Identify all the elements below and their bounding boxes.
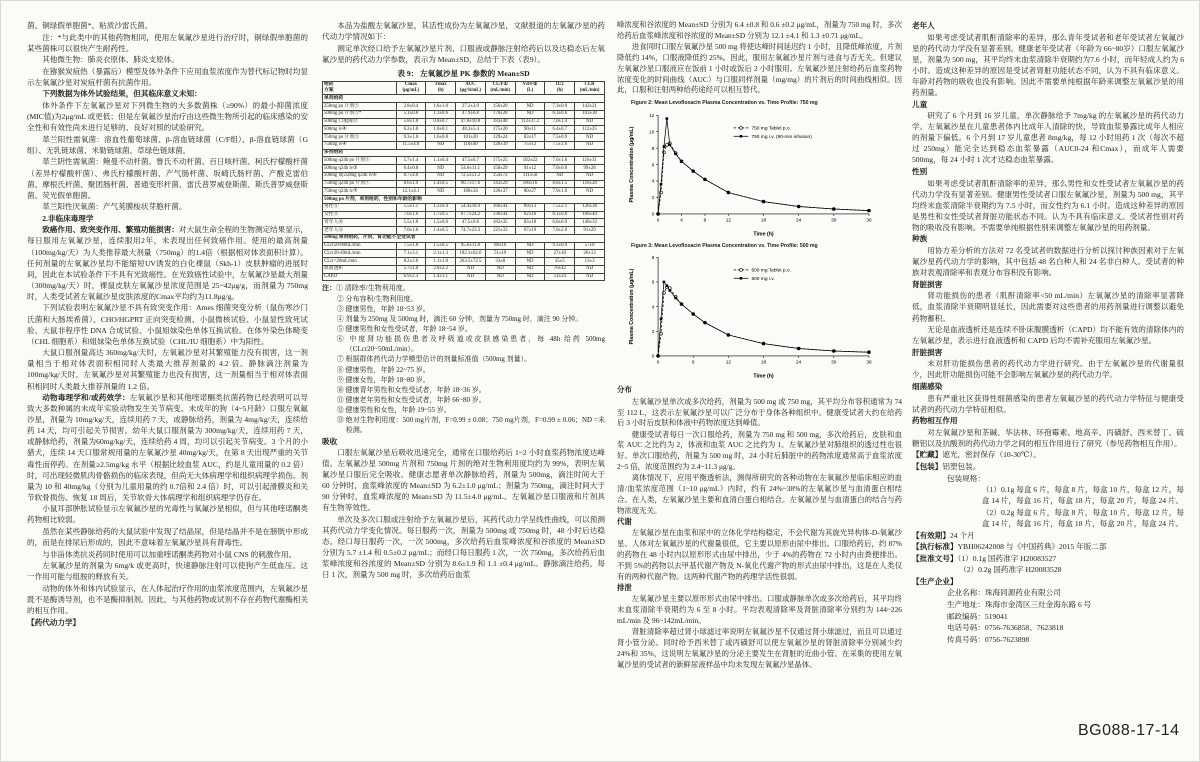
footnote: ⑦ 根据群体药代动力学模型估计的剂量标准值（500mg 剂量）。 [336, 355, 532, 364]
footnote: ⑤ 健康男性和女性受试者，年龄 18~54 岁。 [336, 324, 472, 333]
paragraph: 【贮藏】遮光，密封保存（10-30℃）。 [912, 450, 1041, 460]
svg-text:4: 4 [651, 305, 655, 311]
paragraph [27, 156, 308, 200]
table-row: CLcr20-49mL/min 7.1±3.1 2.1±1.3 182.1±62.6 51±19 ND 27±10 26±13 [323, 250, 605, 258]
document-code: BG088-17-14 [1078, 722, 1180, 739]
footnote: ⑬ 绝对生物利用度：500 mg片剂，F=0.99 ± 0.08；750 mg片剂，F=0.99 ± 0.06；ND =未检测。 [336, 416, 605, 435]
paragraph: 患有严重社区获得性细菌感染的患者左氧氟沙星的药代动力学特征与健康受试者的药代动力学特征相似。 [912, 393, 1184, 414]
paragraph-text: 左氧氟沙星的剂量为 6mg/k 或更高时，快速静脉注射可以使狗产生低血压。这一作用可能与组胺的释放有关。 [27, 561, 308, 582]
bracket-tag: 【执行标准】 [912, 542, 958, 552]
footnote: ⑪ 健康老年男性和女性受试者，年龄 66~80 岁。 [336, 395, 486, 404]
table-row: 500mg q24h po 片剂③ 5.7±1.4 1.1±0.4 47.5±6.7 175±25 102±22 7.6±1.6 116±31 [323, 157, 605, 165]
svg-text:36: 36 [866, 218, 872, 224]
svg-text:500 mg i.v.: 500 mg i.v. [751, 277, 775, 283]
paragraph: 进食同时口服左氧氟沙星 500 mg 将使达峰时间延迟约 1 小时，且降低峰浓度，片剂降低约 14%，口服液降低约 25%。因此，服用左氧氟沙星片剂与进食与否无关。但建议左氧氟沙星口服液应在饭前 1 小时或饭后 2 小时服用。左氧氟沙星注射给药后血浆药物浓度变化的时间曲线（AUC）与口服同样剂量（mg/mg）的片剂后的时间曲线相似。因此，口服和注射两种给药途经可以相互替代。 [617, 42, 902, 95]
paragraph: 左氧氟沙星主要以原形形式由尿中排出。口服或静脉单次或多次给药后，其平均终末血浆清除半衰期约为 6 至 8 小时。平均表观清除率及肾脏清除率分别约为 144~226 mL/min 及 96~142mL/min。 [617, 594, 902, 625]
paragraph-text: 革兰阳性需氧菌：溶血性葡萄球菌、β-溶血链球菌（C/F组）、β-溶血链球菌（G组）、无乳链球菌、米勒链球菌、草绿色链球菌。 [27, 134, 308, 155]
table-9-title: 表 9： 左氧氟沙星 PK 参数的 Mean±SD [397, 68, 530, 78]
paragraph: 肝脏损害 [912, 347, 943, 357]
absorption-continued [617, 20, 902, 96]
paragraph: 未对肝功能损伤患者的药代动力学进行研究。由于左氧氟沙星的代谢量很少，因此肝功能损伤可能不会影响左氧氟沙星的药代动力学。 [912, 359, 1184, 380]
bracket-tag: 【有效期】 [912, 530, 950, 540]
svg-text:750 mg i.v. (90-min infusion): 750 mg i.v. (90-min infusion) [751, 134, 812, 140]
svg-text:Plasma Concentration (μg/mL): Plasma Concentration (μg/mL) [628, 126, 635, 203]
paragraph [27, 560, 308, 582]
table-row: 500mg q24h iv③ 6.4±0.8 ND 54.6±11.1 158±29 91±12 7.0±0.8 99±28 [323, 165, 605, 173]
svg-text:8: 8 [651, 256, 655, 262]
paragraph: 如果考虑受试者肌酐清除率的差异，那么男性和女性受试者左氧氟沙星的药代动力学没有显著差别。健康男性受试者口服左氧氟沙星，剂量为 500 mg，其平均终末血浆清除半衰期约为 7.5 小时，而女性约为 6.1 小时。造成这种差异的原因是男性和女性受试者肾脏功能状态不同。认为不具有临床意义。受试者性别对药物的吸收没有影响。不需要单纯根据性别来调整左氧氟沙星的用药剂量。 [912, 178, 1184, 232]
svg-text:2: 2 [651, 330, 655, 336]
paragraph [27, 88, 308, 99]
table-row: 男性⑧ 5.5±1.1 1.2±0.4 54.4±18.9 166±44 89±13 7.5±2.1 126±38 [323, 203, 605, 211]
svg-text:30: 30 [831, 360, 837, 366]
svg-text:0: 0 [651, 354, 655, 360]
paragraph [27, 347, 308, 391]
figure-2 [625, 100, 883, 237]
paragraph [27, 134, 308, 156]
table-header-cell: Cmax (μg/mL) [396, 81, 426, 95]
paragraph [27, 549, 308, 560]
paragraph: 左氧氟沙星单次或多次给药，剂量为 500 mg 或 750 mg，其平均分布容积通常为 74 至 112 L，这表示左氧氟沙星可以广泛分布于身体各种组织中。健康受试者大约在给药后 3 小时后皮肤和体液中药物浓度达到峰值。 [617, 396, 902, 428]
table-row: CLcr<20mL/min 8.2±2.6 1.1±1.0 263.5±72.5 33±8 ND 35±5 13±3 [323, 258, 605, 266]
svg-text:30: 30 [831, 218, 837, 224]
paragraph-text: 2.非临床毒理学 [42, 213, 94, 223]
pk-intro [322, 20, 605, 65]
svg-text:36: 36 [866, 360, 872, 366]
table-row: CAPD 6.9±2.3 1.4±1.1 ND ND ND 51±24 ND [323, 273, 605, 281]
paragraph: 药物相互作用 [912, 416, 958, 426]
svg-text:24: 24 [796, 360, 802, 366]
table-row: 500mg 或250mg q24h iv⑥ 8.7±4.0 ND 72.5±51.2 154±72 111±58 ND ND [323, 172, 605, 180]
column-1 [27, 20, 308, 750]
figure-2-caption: Figure 2: Mean Levofloxacin Plasma Concentration vs. Time Profile: 750 mg [631, 100, 818, 107]
footnote: ② 分布容积/生物利用度。 [336, 294, 418, 303]
paragraph-lead: 动物毒理学和/或药效学： [42, 393, 130, 403]
paragraph-text: 动物的体外和体内试验显示，在人体起治疗作用的血浆浓度范围内，左氧氟沙星既不是酶诱导剂，也不是酶抑制剂。因此，与其他药物或试剂不存在药物代谢酶相关的相互作用。 [27, 583, 308, 616]
svg-text:24: 24 [796, 218, 802, 224]
paragraph [27, 100, 308, 133]
paragraph: 排泄 [617, 583, 632, 592]
table-row: 老年人⑪ 7.0±1.6 1.4±0.5 74.7±23.3 121±33 67±19 7.6±2.0 91±29 [323, 227, 605, 235]
column-2 [322, 20, 605, 750]
pk-table [322, 81, 605, 282]
paragraph: 【批准文号】（1）0.1g 国药准字 H20083527 [912, 553, 1057, 563]
paragraph [27, 617, 308, 628]
svg-text:Time (h): Time (h) [753, 231, 774, 237]
footnote: ⑥ 中度肾功能损伤患者及呼吸道或皮肤感染患者，每 48h 给药 500mg（CLcr20~50mL/min）。 [336, 335, 605, 354]
paragraph-text: 与非甾体类抗炎药同时使用可以加重喹诺酮类药物对小鼠 CNS 的刺激作用。 [42, 549, 297, 559]
paragraph [27, 213, 308, 224]
paragraph: 用协方差分析的方法对 72 名受试者的数据进行分析以探讨种族因素对于左氧氟沙星药代动力学的影响，其中包括 48 名白种人和 24 名非白种人。受试者的种族对表观清除率和表观分布容积没有影响。 [912, 246, 1184, 278]
paragraph-text: 大鼠口服剂量高达 360mg/kg/天时，左氧氟沙星对其繁殖能力没有损害，这一剂量相当于相对体表面积相同时人类最大推荐剂量的 4.2 倍。静脉滴注剂量为 100mg/kg/天时，左氧氟沙星对其繁殖能力也没有损害，这一剂量相当于相对体表面积相同时人类最大推荐剂量的 1.2 倍。 [27, 348, 308, 391]
paragraph: 本品为盐酸左氧氟沙星，其活性成份为左氧氟沙星，文献报道的左氧氟沙星的药代动力学情况如下： [322, 21, 605, 42]
table-header-cell: Tmax (h) [426, 81, 456, 95]
table-row: 500mg 单剂给药，片剂，肾功能不全受试者 [323, 234, 605, 242]
paragraph-text: 革兰阳性厌氧菌：产气荚膜梭状芽胞杆菌。 [42, 202, 187, 212]
paragraph: 吸收 [322, 436, 338, 446]
bracket-tag: 【包装】 [912, 462, 943, 472]
table-row: 750mg po 片剂⑤ 9.3±1.6 1.6±0.8 101±20 129±24 83±17 7.5±0.9 ND [323, 134, 605, 142]
table-row: 750mg q24h po 片剂⑦ 8.6±1.9 1.4±0.5 90.7±17.6 143±29 100±16 8.8±1.5 116±28 [323, 180, 605, 188]
svg-text:12: 12 [725, 360, 731, 366]
paragraph [27, 503, 308, 525]
footnote: ⑩ 健康青年男性和女性受试者，年龄 18~36 岁。 [336, 385, 486, 394]
table-header-cell: CL/F① (mL/min) [485, 81, 515, 95]
column-3 [617, 20, 902, 750]
footnote: ⑧ 健康男性，年龄 22~75 岁。 [336, 365, 430, 374]
table-row: 250mg po 片剂⑤ 2.8±0.4 1.6±1.0 27.2±3.9 156±20 ND 7.3±0.9 142±21 [323, 103, 605, 111]
paragraph: 分布 [617, 385, 632, 395]
paragraph: 肾功能损伤的患者（肌酐清除率<50 mL/min）左氧氟沙星的清除率显著降低，血浆清除半衰期明显延长，因此需要对这些患者的用药剂量进行调整以避免药物蓄积。 [912, 291, 1184, 323]
paragraph: 【包装】铝塑包装。 [912, 462, 981, 472]
column-4 [912, 20, 1184, 750]
footnote: ⑨ 健康女性，年龄 18~80 岁。 [336, 375, 430, 384]
paragraph [27, 392, 308, 503]
table-row: 500mg iv④ 6.2±1.0 1.0±0.1 48.3±5.4 175±20 90±11 6.4±0.7 112±25 [323, 126, 605, 134]
paragraph: （2）0.2g 每盒 6 片，每盒 8 片，每盒 10 片，每盒 12 片，每盒 14 片，每盒 16 片，每盒 18 片，每盒 20 片，每盒 24 片。 [981, 507, 1184, 528]
svg-text:8: 8 [651, 146, 655, 152]
svg-text:0: 0 [656, 218, 660, 224]
paragraph [27, 526, 308, 548]
table-row: 750mg iv④ 11.5±4.0 ND 110±40 126±39 75±13 7.5±1.6 ND [323, 141, 605, 149]
svg-text:4: 4 [651, 179, 655, 185]
distribution-metabolism-excretion [617, 385, 902, 670]
bracket-tag: 【生产企业】 [912, 576, 958, 586]
paragraph-text: 其他微生物：肺炎衣原体、肺炎支原体。 [42, 55, 179, 65]
paragraph: 包装规格： [946, 473, 985, 483]
paragraph-text: 下列试验表明左氧氟沙星不具有致突变作用：Ames 细菌突变分析（鼠伤寒沙门氏菌和大肠埃希菌）、CHO/HGPRT 正向突变检测、小鼠微核试验、小鼠显性致死试验、大鼠非程序性 DNA 合成试验、小鼠姐妹染色单体互换试验。在体外染色体畸变（CHL 细胞系）和姐妹染色单体互换试验（CHL/IU 细胞系）中为阳性。 [27, 303, 308, 346]
footnote: ④ 剂量为 250mg 及 500mg 时，滴注 60 分钟，剂量为 750mg 时，滴注 90 分钟。 [336, 314, 583, 323]
paragraph-text: 菌、铜绿假单胞菌*、粘质沙雷氏菌。 [27, 21, 153, 30]
svg-text:500 mg Tablet p.o.: 500 mg Tablet p.o. [751, 268, 791, 274]
paragraph-text: 体外条件下左氧氟沙星对下列微生物的大多数菌株（≥90%）的最小抑菌浓度(MIC值)为2μg/mL 或更低；但是左氧氟沙星治疗由这些微生物所引起的临床感染的安全性和有效性尚未进行足够的、良好对照的试验研究。 [27, 101, 308, 133]
paragraph: 肾脏清除率超过肾小球滤过率说明左氧氟沙星不仅通过肾小球滤过，而且可以通过肾小管分泌。同时给予西米替丁或丙磺舒可以使左氧氟沙星的肾脏清除率分别减少约 24%和 35%，这说明左氧氟沙星的分泌主要发生在肾脏的近曲小管。在采集的使用左氧氟沙星的受试者的新鲜尿液样品中均未发现左氧氟沙星晶体。 [617, 627, 902, 669]
table-row: 青年人⑩ 5.5±1.0 1.5±0.6 47.5±9.8 182±35 83±18 6.0±0.9 140±33 [323, 219, 605, 227]
paragraph: 健康受试者每日一次口服给药，剂量为 750 mg 和 500 mg，多次给药后，皮肤和血浆 AUC 之比约为 2，体液和血浆 AUC 之比约为 1。左氧氟沙星对肺组织的透过性也很好。单次口服给药，剂量为 500 mg 时，24 小时后肺脏中的药物浓度通常高于血浆浓度 2~5 倍，浓度范围约为 2.4~11.3 μg/g。 [617, 429, 902, 472]
absorption-section [322, 436, 605, 581]
svg-text:18: 18 [760, 360, 767, 366]
svg-text:12: 12 [649, 113, 655, 119]
paragraph: 种族 [912, 234, 928, 244]
svg-text:6: 6 [651, 163, 655, 169]
paragraph [27, 583, 308, 616]
paragraph [27, 224, 308, 302]
table-header-cell: t1/2 (h) [545, 81, 575, 95]
paragraph: 离体情况下，应用平衡透析法，测得所研究的各种动物在左氧氟沙星临床相应的血清/血浆浓度范围（1~10 μg/mL）内时，约有 24%~38%的左氧氟沙星与血清蛋白相结合。在人类，左氧氟沙星主要和血清白蛋白相结合。左氧氟沙星与血清蛋白的结合与药物浓度无关。 [617, 473, 902, 515]
svg-text:Time (h): Time (h) [753, 373, 774, 380]
paragraph-text: 小鼠耳部肿胀试验显示左氧氟沙星的光毒性与氧氟沙星相似，但与其他喹诺酮类药物相比较弱。 [27, 504, 308, 525]
svg-text:0: 0 [656, 360, 660, 366]
table-row: 500mg po 片剂，单剂给药，性别和年龄的影响 [323, 196, 605, 204]
paragraph: 【执行标准】YBH06242008 与《中国药典》2015 年版二部 [912, 542, 1107, 552]
paragraph [27, 54, 308, 65]
paragraph: 代谢 [617, 517, 632, 527]
svg-text:18: 18 [760, 218, 767, 224]
svg-text:8: 8 [703, 218, 707, 224]
footnote: ⑫ 健康男性和女性，年龄 19~55 岁。 [336, 406, 451, 415]
table-header-cell: CLR (mL/min) [575, 81, 605, 95]
paragraph [27, 302, 308, 346]
paragraph [27, 201, 308, 212]
svg-text:750 mg Tablet p.o.: 750 mg Tablet p.o. [751, 126, 791, 132]
paragraph: 左氧氟沙星在血浆和尿中的立体化学结构稳定，不会代谢为其旋光异构体-D-氧氟沙星。人体对左氧氟沙星的代谢量很低，它主要以原形由尿中排出。口服给药后，约 87%的药物在 48 小时内以原形形式由尿中排出，少于 4%的药物在 72 小时内由粪便排出。不到 5%的药物以去甲基代谢产物及 N-氧化代谢产物的形式由尿中排出，这是在人类仅有的两种代谢产物。这两种代谢产物的药理学活性很弱。 [617, 528, 902, 581]
paragraph: 研究了 6 个月到 16 岁儿童，单次静脉给予 7mg/kg 的左氧氟沙星的药代动力学。左氧氟沙星在儿童患者体内比成年人清除的快，导致血浆暴露比成年人相应的剂量下偏低。6 个月到 17 岁儿童患者 8mg/kg，每 12 小时用药 1 次（每次不超过 250mg）能完全达到稳态血浆暴露（AUC0-24 和Cmax），而成年人需要 500mg，每 24 小时 1 次才达稳态血浆暴露。 [912, 111, 1184, 165]
table-row: 500mg 口服液⑫ 5.8±1.8 0.8±0.7 47.8±10.8 183±40 112±37.2 7.0±1.4 ND [323, 118, 605, 126]
paragraph: 细菌感染 [912, 382, 943, 391]
table-header-row [323, 81, 605, 95]
paragraph: （2）0.2g 国药准字 H20083528 [959, 565, 1062, 575]
figure-2-chart [625, 109, 880, 237]
table-row: 单剂给药 [323, 95, 605, 103]
paragraph-text: 对大鼠生命全程的生物测定结果显示，每日服用左氧氟沙星，连续服用2年，未表现出任何致癌作用。使用的最高剂量（100mg/kg/天）为人类推荐最大剂量（750mg）的1.4倍（根据相对体表面积计算）。任何剂量的左氧氟沙星均不能缩短UV诱发的白化裸鼠（Skh-1）皮肤肿瘤的进展时间，因此在本试验条件下不具有光致癌性。在光致癌性试验中，左氧氟沙星最大剂量（300mg/kg/天）时，裸鼠皮肤左氧氟沙星浓度范围是 25~42μg/g，而剂量为 750mg时，人类受试者左氧氟沙星皮肤浓度的Cmax平均约为11.8μg/g。 [27, 225, 308, 301]
paragraph [27, 32, 308, 54]
svg-text:6: 6 [691, 360, 695, 366]
footnote-prefix: 注： [322, 284, 336, 293]
paragraph-text: 左氧氟沙星和其他喹诺酮类抗菌药物已经表明可以导致大多数种属的未成年实验动物发生关节病变。未成年的狗（4~5月龄）口服左氧氟沙星，剂量为 10mg/kg/天，连续用药 7 天，或静脉给药，剂量为 4mg/kg/天，连续给药 14 天，均可引起关节损害。幼年大鼠口服剂量为 300mg/kg/天，连续用药 7 天，或静脉给药，剂量为60mg/kg/天，连续给药 4 周，均可以引起关节病变。3 个月的小猎犬，连续 14 天口服常规用量的左氧氟沙星 40mg/kg/天，在第 8 天出现严重的关节毒性而停药。在剂量≥2.5mg/kg 水平（根据比较血浆 AUC，约是儿童用量的 0.2 倍）时，可出现轻微肌肉骨骼损伤的临床表现，但尚无大体病理学和组织病理学损伤。剂量为 10 和 40mg/kg（分别为儿童用量的约 0.7倍和 2.4 倍）时，可以引起滑膜炎和关节软骨损伤。恢复 18 周后，关节软骨大体病理学和组织病理学仍存在。 [27, 393, 308, 502]
pk-parameters-table [322, 81, 605, 282]
paragraph: 如果考虑受试者肌酐清除率的差异，那么青年受试者和老年受试者左氧氟沙星的药代动力学没有显著差别。健康老年受试者（年龄为 66~80岁）口服左氧氟沙星，剂量为 500 mg，其平均终末血浆清除半衰期约为7.6 小时，而年轻成人约为 6 小时。造成这种差异的原因是受试者肾脏功能状态不同，认为不具有临床意义。年龄对药物的吸收也没有影响。因此不需要单纯根据年龄来调整左氧氟沙星的用药剂量。 [912, 32, 1184, 97]
svg-text:Plasma Concentration (μg/mL): Plasma Concentration (μg/mL) [628, 269, 635, 345]
table-row: 女性⑨ 7.0±1.6 1.7±0.5 67.7±24.2 136±44 62±16 6.1±0.8 106±40 [323, 211, 605, 219]
table-header-cell: AUC (μg·h/mL) [456, 81, 486, 95]
table-row: 多剂给药 [323, 149, 605, 157]
figure-3-caption: Figure 3: Mean Levofloxacin Plasma Concentration vs. Time Profile: 500 mg [631, 242, 818, 249]
paragraph-text: 【药代动力学】 [27, 617, 81, 627]
paragraph: 单次及多次口服或注射给予左氧氟沙星后，其药代动力学呈线性曲线，可以预测其药代动力学变化情况。每日服药一次，剂量为 500mg 或 750mg 时，48 小时后达稳态。经口每日服药一次，一次 500mg，多次给药后血浆峰浓度和谷浓度的 Mean±SD 分别为 5.7 ±1.4 和 0.5±0.2 μg/mL；而经口每日服药 1 次，一次 750mg，多次给药后血浆峰浓度和谷浓度的 Mean±SD 分别为 8.6±1.9 和 1.1 ±0.4 μg/mL。静脉滴注给药，每日 1 次，剂量为 500 mg 时，多次给药后血浆 [322, 515, 605, 580]
paragraph [912, 576, 1184, 587]
paragraph: 性别 [912, 167, 928, 177]
svg-text:12: 12 [725, 218, 731, 224]
paragraph: 对左氧氟沙星和茶碱、华法林、环孢霉素、地高辛、丙磺舒、西米替丁、硫糖铝以及抗酸剂的药代动力学之间的相互作用进行了研究（参见药物相互作用）。 [912, 427, 1184, 448]
table-row: 750mg q24h iv⑦ 12.1±4.1 ND 108±34 126±37 80±27 7.9±1.9 ND [323, 188, 605, 196]
paragraph: 生产地址：珠海市金湾区三灶金海东路 6 号 [946, 599, 1092, 609]
figure-3 [625, 243, 883, 380]
paragraph: 口服左氧氟沙星后吸收迅速完全，通常在口服给药后 1~2 小时血浆药物浓度达峰值。左氧氟沙星 500mg 片剂和 750mg 片剂的绝对生物利用度均约为 99%，表明左氧氟沙星口服后完全吸收。健康志愿者单次静脉给药，剂量为 500mg，滴注时间大于 60 分钟时，血浆峰浓度的 Mean±SD 为 6.2±1.0 μg/mL；剂量为 750mg，滴注时间大于 90 分钟时，血浆峰浓度的 Mean±SD 为 11.5±4.0 μg/mL。左氧氟沙星口服液和片剂具有生物等效性。 [322, 448, 605, 513]
paragraph: 【有效期】24 个月 [912, 530, 975, 540]
bracket-tag: 【批准文号】 [912, 553, 958, 563]
paragraph: 测定单次经口给予左氧氟沙星片剂、口服液或静脉注射给药后以及达稳态后左氧氟沙星的药代动力学参数，表示为 Mean±SD，总结于下表（表9）。 [322, 43, 605, 64]
paragraph: （1）0.1g 每盒 6 片，每盒 8 片，每盒 10 片，每盒 12 片，每盒 14 片，每盒 16 片，每盒 18 片，每盒 20 片，每盒 24 片。 [981, 485, 1184, 506]
paragraph-text: 注：*与此类中的其他药物相同，使用左氧氟沙星进行治疗时，铜绿假单胞菌的某些菌株可以很快产生耐药性。 [27, 32, 308, 53]
svg-text:0: 0 [651, 212, 655, 218]
paragraph: 电话号码：0756-7636858、7623818 [946, 623, 1064, 633]
paragraph-text: 下列数据为体外试验结果，但其临床意义未知： [42, 89, 202, 99]
table-header-cell: Vd/F② (L) [515, 81, 545, 95]
paragraph [27, 66, 308, 88]
svg-text:4: 4 [680, 218, 683, 224]
paragraph-lead: 致癌作用、致突变作用、繁殖功能损害： [42, 225, 179, 235]
paragraph: 企业名称：珠海同源药业有限公司 [946, 588, 1061, 598]
paragraph: 传真号码：0756-7623898 [946, 634, 1030, 644]
paragraph: 老年人 [912, 21, 935, 30]
table-row: CLcr50-80mL/min 7.5±1.8 1.5±0.5 95.6±11.8 88±10 ND 9.1±0.9 57±8 [323, 242, 605, 250]
table-row: 500mg po 片剂⑤* 5.1±0.8 1.3±0.6 47.9±6.8 178±28 ND 6.3±0.6 103±30 [323, 110, 605, 118]
svg-text:2: 2 [651, 195, 655, 201]
svg-text:6: 6 [651, 281, 655, 287]
paragraph-text: 在猕猴炭疽热（暴露后）模型及体外条件下应用血浆浓度作为替代标记物时均显示左氧氟沙星对炭疽杆菌有抗菌作用。 [27, 66, 308, 87]
table-row: 血液透析 5.7±1.0 2.8±2.2 ND ND ND 76±42 ND [323, 265, 605, 273]
paragraph: 肾脏损害 [912, 279, 943, 289]
footnote: 注：① 清除率/生物利用度。 [322, 284, 410, 293]
paragraph: 峰浓度和谷浓度的 Mean±SD 分别为 6.4 ±0.8 和 0.6 ±0.2 μg/mL，剂量为 750 mg 时，多次给药后血浆峰浓度和谷浓度的 Mean±SD 分别为 12.1 ±4.1 和 1.3 ±0.71 μg/mL。 [617, 20, 902, 40]
footnote: ③ 健康男性，年龄 18~53 岁。 [336, 304, 430, 313]
bracket-tag: 【贮藏】 [912, 450, 943, 460]
table-footnotes [322, 283, 605, 435]
paragraph: 儿童 [912, 99, 928, 109]
table-header-cell: 给药 方案 [323, 81, 397, 95]
svg-text:10: 10 [649, 130, 655, 136]
paragraph [27, 20, 308, 31]
paragraph: 无论是血液透析还是连续不卧床腹膜透析（CAPD）均不能有效的清除体内的左氧氟沙星，表示进行血液透析和 CAPD 后均不需补充服用左氧氟沙星。 [912, 325, 1184, 346]
paragraph: 邮政编码：519041 [946, 611, 1008, 621]
figure-3-chart [625, 251, 880, 379]
paragraph-text: 虽然在某些静脉给药的大鼠试验中发现了结晶尿，但是结晶并不是在膀胱中形成的，而是在排尿后形成的，因此不意味着左氧氟沙星具有肾毒性。 [27, 527, 308, 548]
paragraph-text: 革兰阴性需氧菌：鲍曼不动杆菌、鲁氏不动杆菌、百日咳杆菌、柯氏柠檬酸杆菌（差异柠檬酸杆菌）、弗氏柠檬酸杆菌、产气肠杆菌、坂崎氏肠杆菌、产酸克雷伯菌、摩根氏杆菌、聚团肠杆菌、普通变形杆菌、雷氏普罗威登斯菌、斯氏普罗威登斯菌、荧光假单胞菌。 [27, 157, 308, 200]
